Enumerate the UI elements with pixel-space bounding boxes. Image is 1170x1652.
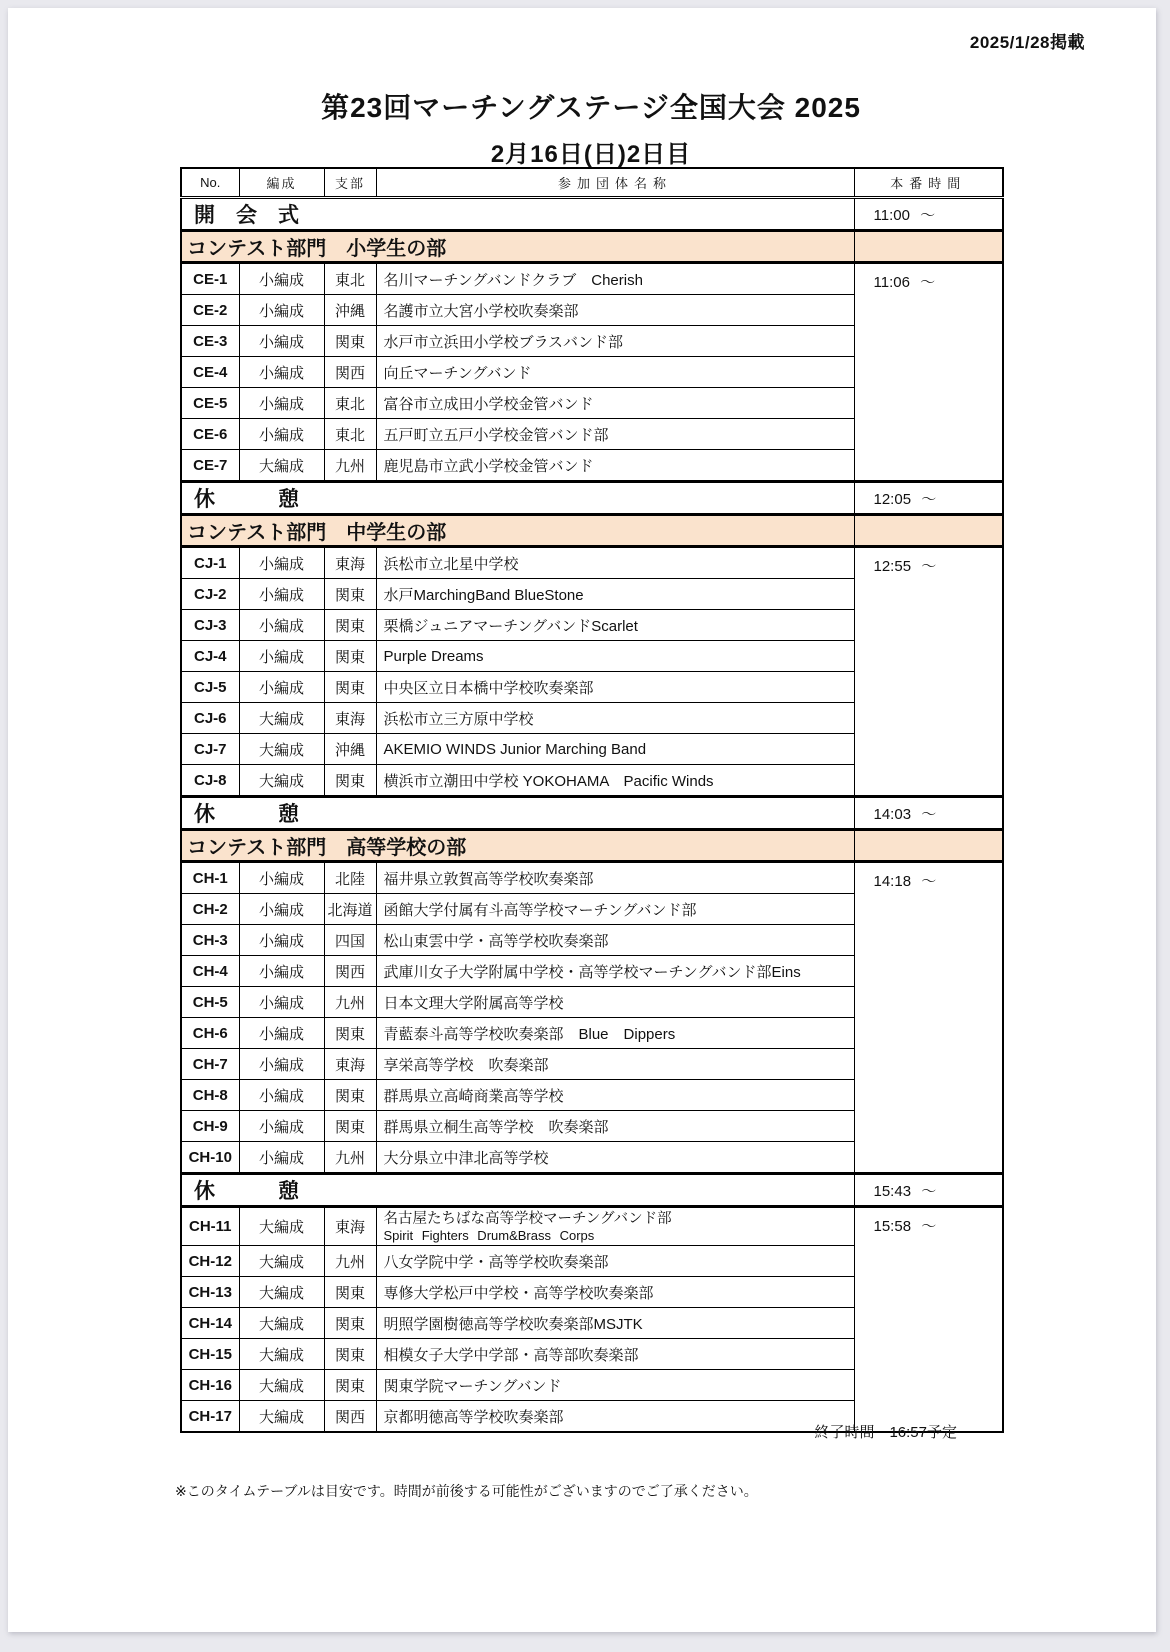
group-time-cell: 14:18 ～ [854, 862, 1003, 1174]
entry-name-cell: 松山東雲中学・高等学校吹奏楽部 [376, 925, 854, 956]
entry-no-cell: CE-4 [181, 357, 239, 388]
entry-row [181, 1207, 1003, 1246]
entry-name-cell: 横浜市立潮田中学校 YOKOHAMA Pacific Winds [376, 765, 854, 797]
entry-name-cell: 浜松市立北星中学校 [376, 547, 854, 579]
event-label: 休 憩 [181, 797, 854, 830]
entry-ensemble-cell: 小編成 [239, 1142, 324, 1174]
entry-no-cell: CE-2 [181, 295, 239, 326]
entry-name-cell: 相模女子大学中学部・高等部吹奏楽部 [376, 1339, 854, 1370]
entry-ensemble-cell: 大編成 [239, 734, 324, 765]
header-name: 参加団体名称 [376, 168, 854, 198]
entry-name-cell: 武庫川女子大学附属中学校・高等学校マーチングバンド部Eins [376, 956, 854, 987]
entry-ensemble-cell: 小編成 [239, 419, 324, 450]
entry-ensemble-cell: 大編成 [239, 450, 324, 482]
entry-no-cell: CJ-8 [181, 765, 239, 797]
entry-ensemble-cell: 小編成 [239, 579, 324, 610]
break-row [181, 797, 1003, 830]
entry-branch-cell: 関東 [324, 1277, 376, 1308]
entry-name-cell: 関東学院マーチングバンド [376, 1370, 854, 1401]
entry-branch-cell: 関東 [324, 1111, 376, 1142]
entry-no-cell: CH-11 [181, 1207, 239, 1246]
entry-branch-cell: 関東 [324, 1308, 376, 1339]
entry-name-cell: 富谷市立成田小学校金管バンド [376, 388, 854, 419]
entry-name-cell: 大分県立中津北高等学校 [376, 1142, 854, 1174]
title-block [180, 86, 1002, 169]
schedule-table-body [181, 198, 1003, 1433]
entry-no-cell: CH-13 [181, 1277, 239, 1308]
entry-branch-cell: 関東 [324, 641, 376, 672]
entry-branch-cell: 九州 [324, 1246, 376, 1277]
entry-name-cell: 函館大学付属有斗高等学校マーチングバンド部 [376, 894, 854, 925]
entry-no-cell: CE-3 [181, 326, 239, 357]
entry-no-cell: CJ-5 [181, 672, 239, 703]
entry-name-cell: 八女学院中学・高等学校吹奏楽部 [376, 1246, 854, 1277]
entry-branch-cell: 四国 [324, 925, 376, 956]
entry-branch-cell: 関東 [324, 1080, 376, 1111]
entry-name-cell: 明照学園樹徳高等学校吹奏楽部MSJTK [376, 1308, 854, 1339]
entry-ensemble-cell: 小編成 [239, 1111, 324, 1142]
entry-name-cell: 水戸市立浜田小学校ブラスバンド部 [376, 326, 854, 357]
entry-name-cell: 浜松市立三方原中学校 [376, 703, 854, 734]
entry-no-cell: CJ-1 [181, 547, 239, 579]
entry-name-cell: 向丘マーチングバンド [376, 357, 854, 388]
entry-name-cell: 中央区立日本橋中学校吹奏楽部 [376, 672, 854, 703]
event-time: 11:00 ～ [854, 198, 1003, 231]
entry-name-cell: 日本文理大学附属高等学校 [376, 987, 854, 1018]
section-row [181, 231, 1003, 263]
entry-ensemble-cell: 小編成 [239, 357, 324, 388]
entry-no-cell: CH-15 [181, 1339, 239, 1370]
entry-branch-cell: 沖縄 [324, 734, 376, 765]
entry-branch-cell: 東海 [324, 1049, 376, 1080]
entry-no-cell: CE-5 [181, 388, 239, 419]
entry-ensemble-cell: 小編成 [239, 295, 324, 326]
entry-branch-cell: 東海 [324, 1207, 376, 1246]
entry-branch-cell: 関東 [324, 672, 376, 703]
entry-branch-cell: 沖縄 [324, 295, 376, 326]
entry-name-cell: 群馬県立高崎商業高等学校 [376, 1080, 854, 1111]
entry-name-cell: 専修大学松戸中学校・高等学校吹奏楽部 [376, 1277, 854, 1308]
entry-branch-cell: 九州 [324, 450, 376, 482]
entry-ensemble-cell: 小編成 [239, 862, 324, 894]
entry-ensemble-cell: 大編成 [239, 1246, 324, 1277]
entry-no-cell: CH-1 [181, 862, 239, 894]
header-branch: 支部 [324, 168, 376, 198]
entry-no-cell: CH-17 [181, 1401, 239, 1433]
entry-ensemble-cell: 小編成 [239, 1049, 324, 1080]
entry-ensemble-cell: 小編成 [239, 1080, 324, 1111]
entry-branch-cell: 関東 [324, 326, 376, 357]
section-row [181, 830, 1003, 862]
entry-ensemble-cell: 小編成 [239, 925, 324, 956]
entry-name-cell: 京都明徳高等学校吹奏楽部 [376, 1401, 854, 1433]
entry-branch-cell: 関東 [324, 1339, 376, 1370]
entry-no-cell: CH-4 [181, 956, 239, 987]
break-row [181, 1174, 1003, 1207]
section-label: コンテスト部門 高等学校の部 [181, 830, 854, 862]
entry-no-cell: CH-6 [181, 1018, 239, 1049]
entry-name-cell: 栗橋ジュニアマーチングバンドScarlet [376, 610, 854, 641]
schedule-table-wrap [180, 167, 1002, 1433]
entry-no-cell: CH-16 [181, 1370, 239, 1401]
entry-no-cell: CH-14 [181, 1308, 239, 1339]
entry-branch-cell: 九州 [324, 987, 376, 1018]
entry-name-cell [376, 1207, 854, 1246]
event-label: 休 憩 [181, 482, 854, 515]
entry-branch-cell: 関西 [324, 1401, 376, 1433]
end-time-note: 終了時間 16:57予定 [814, 1424, 957, 1441]
section-label: コンテスト部門 中学生の部 [181, 515, 854, 547]
document-page [8, 8, 1156, 1632]
event-label: 開 会 式 [181, 198, 854, 231]
entry-no-cell: CE-1 [181, 263, 239, 295]
entry-branch-cell: 関東 [324, 1370, 376, 1401]
entry-branch-cell: 東海 [324, 703, 376, 734]
section-row [181, 515, 1003, 547]
event-time: 12:05 ～ [854, 482, 1003, 515]
entry-no-cell: CE-7 [181, 450, 239, 482]
entry-branch-cell: 関東 [324, 610, 376, 641]
entry-ensemble-cell: 小編成 [239, 894, 324, 925]
entry-ensemble-cell: 小編成 [239, 610, 324, 641]
entry-no-cell: CH-12 [181, 1246, 239, 1277]
entry-branch-cell: 北陸 [324, 862, 376, 894]
entry-name-cell: 鹿児島市立武小学校金管バンド [376, 450, 854, 482]
entry-no-cell: CH-9 [181, 1111, 239, 1142]
entry-name-cell: 五戸町立五戸小学校金管バンド部 [376, 419, 854, 450]
entry-ensemble-cell: 小編成 [239, 956, 324, 987]
entry-no-cell: CJ-2 [181, 579, 239, 610]
entry-ensemble-cell: 大編成 [239, 1308, 324, 1339]
entry-ensemble-cell: 大編成 [239, 765, 324, 797]
schedule-table [180, 167, 1004, 1433]
entry-ensemble-cell: 小編成 [239, 987, 324, 1018]
entry-ensemble-cell: 小編成 [239, 388, 324, 419]
entry-ensemble-cell: 大編成 [239, 1370, 324, 1401]
entry-branch-cell: 東海 [324, 547, 376, 579]
section-label: コンテスト部門 小学生の部 [181, 231, 854, 263]
entry-no-cell: CJ-7 [181, 734, 239, 765]
footnote: ※このタイムテーブルは目安です。時間が前後する可能性がございますのでご了承ください。 [175, 1483, 758, 1499]
break-row [181, 198, 1003, 231]
entry-ensemble-cell: 大編成 [239, 1401, 324, 1433]
entry-ensemble-cell: 小編成 [239, 1018, 324, 1049]
entry-name-line2: Spirit Fighters Drum&Brass Corps [383, 1227, 595, 1243]
entry-branch-cell: 東北 [324, 388, 376, 419]
header-ensemble: 編成 [239, 168, 324, 198]
entry-branch-cell: 北海道 [324, 894, 376, 925]
entry-no-cell: CH-8 [181, 1080, 239, 1111]
group-time-cell: 12:55 ～ [854, 547, 1003, 797]
entry-branch-cell: 関東 [324, 765, 376, 797]
entry-branch-cell: 関東 [324, 579, 376, 610]
entry-branch-cell: 九州 [324, 1142, 376, 1174]
entry-name-cell: AKEMIO WINDS Junior Marching Band [376, 734, 854, 765]
entry-name-cell: Purple Dreams [376, 641, 854, 672]
entry-no-cell: CH-2 [181, 894, 239, 925]
entry-name-cell: 青藍泰斗高等学校吹奏楽部 Blue Dippers [376, 1018, 854, 1049]
entry-ensemble-cell: 小編成 [239, 672, 324, 703]
entry-name-cell: 名川マーチングバンドクラブ Cherish [376, 263, 854, 295]
entry-ensemble-cell: 小編成 [239, 263, 324, 295]
posted-date: 2025/1/28掲載 [969, 33, 1085, 52]
entry-ensemble-cell: 大編成 [239, 703, 324, 734]
page-subtitle: 2月16日(日)2日目 [490, 141, 692, 168]
entry-branch-cell: 関西 [324, 357, 376, 388]
entry-branch-cell: 関東 [324, 1018, 376, 1049]
entry-ensemble-cell: 小編成 [239, 641, 324, 672]
entry-name-cell: 群馬県立桐生高等学校 吹奏楽部 [376, 1111, 854, 1142]
entry-no-cell: CJ-3 [181, 610, 239, 641]
entry-ensemble-cell: 大編成 [239, 1339, 324, 1370]
table-header-row [181, 168, 1003, 198]
entry-name-cell: 福井県立敦賀高等学校吹奏楽部 [376, 862, 854, 894]
entry-name-cell: 享栄高等学校 吹奏楽部 [376, 1049, 854, 1080]
entry-branch-cell: 関西 [324, 956, 376, 987]
entry-branch-cell: 東北 [324, 263, 376, 295]
entry-branch-cell: 東北 [324, 419, 376, 450]
page-title: 第23回マーチングステージ全国大会 2025 [321, 92, 861, 123]
group-time-cell: 15:58 ～ [854, 1207, 1003, 1433]
entry-ensemble-cell: 大編成 [239, 1277, 324, 1308]
section-time-cell [854, 515, 1003, 547]
group-time-cell: 11:06 ～ [854, 263, 1003, 482]
entry-row [181, 862, 1003, 894]
entry-name-cell: 名護市立大宮小学校吹奏楽部 [376, 295, 854, 326]
section-time-cell [854, 830, 1003, 862]
entry-ensemble-cell: 小編成 [239, 326, 324, 357]
entry-ensemble-cell: 大編成 [239, 1207, 324, 1246]
entry-row [181, 547, 1003, 579]
entry-name-cell: 水戸MarchingBand BlueStone [376, 579, 854, 610]
entry-no-cell: CH-5 [181, 987, 239, 1018]
entry-no-cell: CH-10 [181, 1142, 239, 1174]
entry-no-cell: CH-7 [181, 1049, 239, 1080]
event-label: 休 憩 [181, 1174, 854, 1207]
entry-no-cell: CH-3 [181, 925, 239, 956]
entry-row [181, 263, 1003, 295]
section-time-cell [854, 231, 1003, 263]
entry-name-line1: 名古屋たちばな高等学校マーチングバンド部 [383, 1210, 672, 1227]
header-no: No. [181, 168, 239, 198]
entry-no-cell: CJ-4 [181, 641, 239, 672]
entry-no-cell: CE-6 [181, 419, 239, 450]
event-time: 15:43 ～ [854, 1174, 1003, 1207]
event-time: 14:03 ～ [854, 797, 1003, 830]
entry-no-cell: CJ-6 [181, 703, 239, 734]
entry-ensemble-cell: 小編成 [239, 547, 324, 579]
header-time: 本番時間 [854, 168, 1003, 198]
break-row [181, 482, 1003, 515]
